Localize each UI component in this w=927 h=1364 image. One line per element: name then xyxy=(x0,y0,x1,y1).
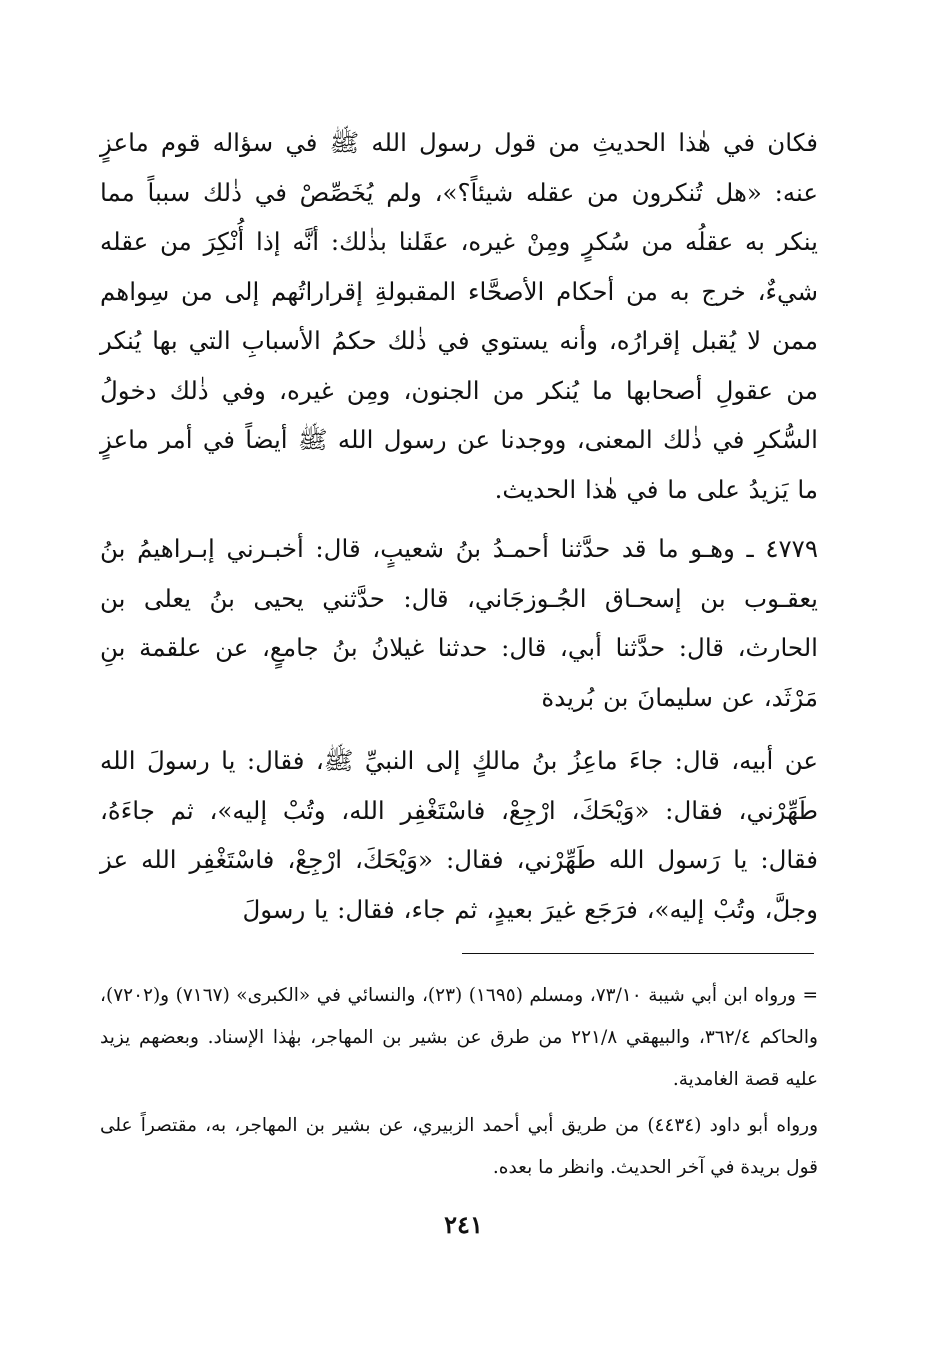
footnote-paragraph: ورواه أبو داود (٤٤٣٤) من طريق أبي أحمد الزبيري، عن بشير بن المهاجر، به، مقتصراً على قول بريدة في آخر الحديث. وانظر ما بعده. xyxy=(100,1115,819,1178)
footnotes-block xyxy=(100,975,818,1189)
main-text-block xyxy=(100,118,818,934)
footnote-separator xyxy=(462,953,814,954)
page-number: ٢٤١ xyxy=(444,1210,483,1239)
main-paragraph-hadith-text: عن أبيه، قال: جاءَ ماعِزُ بنُ مالكٍ إلى النبيِّ ﷺ، فقال: يا رسولَ الله طَهِّرْني، فقال: «وَيْحَكَ، ارْجِعْ، فاسْتَغْفِر الله، وتُبْ إليه»، ثم جاءَهُ، فقال: يا رَسول الله طَهِّرْني، فقال: «وَيْحَكَ، ارْجِعْ، فاسْتَغْفِر الله عز وجلَّ، وتُبْ إليه»، فرَجَع غيرَ بعيدٍ، ثم جاء، فقال: يا رسولَ xyxy=(100,746,818,924)
main-paragraph-hadith-chain: ٤٧٧٩ ـ وهـو ما قد حدَّثنا أحمـدُ بنُ شعيبٍ، قال: أخبـرني إبـراهيمُ بنُ يعقـوب بن إسحـاق الجُـوزجَاني، قال: حدَّثني يحيى بنُ يعلى بن الحارث، قال: حدَّثنا أبي، قال: حدثنا غيلانُ بنُ جامعٍ، عن علقمة بنِ مَرْثَد، عن سليمانَ بن بُريدة xyxy=(100,534,818,712)
main-paragraph-commentary: فكان في هٰذا الحديثِ من قول رسول الله ﷺ في سؤاله قوم ماعزٍ عنه: «هل تُنكرون من عقله شيئاً؟»، ولم يُخَصِّصْ في ذٰلك سبباً مما ينكر به عقلُه من سُكرٍ ومِنْ غيره، عقَلنا بذٰلك: أنَّه إذا أُنْكِرَ من عقله شيءٌ، خرج به من أحكام الأصحَّاء المقبولةِ إقراراتُهم إلى من سِواهم ممن لا يُقبل إقرارُه، وأنه يستوي في ذٰلك حكمُ الأسبابِ التي بها يُنكر من عقولِ أصحابها ما يُنكر من الجنون، ومِن غيره، وفي ذٰلك دخولُ السُّكرِ في ذٰلك المعنى، ووجدنا عن رسول الله ﷺ أيضاً في أمر ماعزٍ ما يَزيدُ على ما في هٰذا الحديث. xyxy=(100,128,818,504)
footnote-paragraph: = ورواه ابن أبي شيبة ٧٣/١٠، ومسلم (١٦٩٥) (٢٣)، والنسائي في «الكبرى» (٧١٦٧) و(٧٢٠٢)، والحاكم ٣٦٢/٤، والبيهقي ٢٢١/٨ من طرق عن بشير بن المهاجر، بهٰذا الإسناد. وبعضهم يزيد عليه قصة الغامدية. xyxy=(100,985,818,1090)
